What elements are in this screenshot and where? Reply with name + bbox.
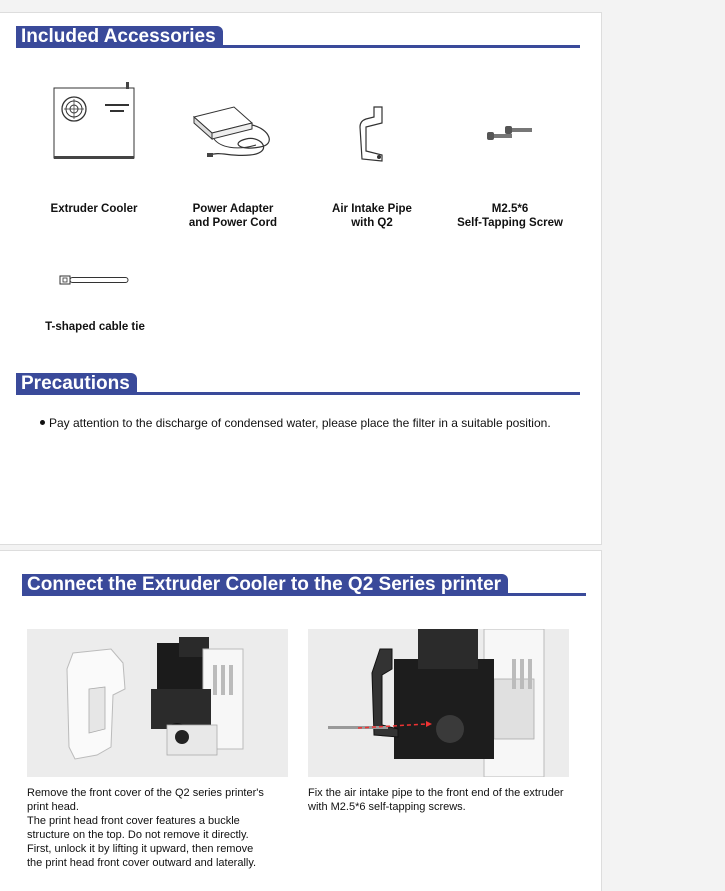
- extruder-cooler-image: [52, 80, 138, 162]
- cable-tie-image: [59, 274, 131, 286]
- air-intake-pipe-image: [352, 103, 392, 165]
- section-header-connect: [22, 574, 586, 596]
- precaution-bullet: [40, 416, 551, 430]
- step-description: Remove the front cover of the Q2 series printer's print head. The print head front cover features a buckle structure on the top. Do not remove it directly. First, unlock it by lifting it upward, then remove the print head front cover outward and laterally.: [27, 787, 264, 869]
- accessory-caption: M2.5*6 Self-Tapping Screw: [457, 203, 563, 229]
- manual-page-accessories: [0, 12, 602, 545]
- accessory-caption: Power Adapter and Power Cord: [188, 203, 278, 229]
- step-photo: [308, 629, 569, 777]
- fix-intake-pipe-photo: [308, 629, 569, 777]
- accessory-caption: Extruder Cooler: [50, 203, 138, 215]
- screw-image: [485, 123, 535, 145]
- accessory-caption: T-shaped cable tie: [45, 321, 145, 333]
- power-adapter-image: [190, 95, 280, 163]
- precaution-text: Pay attention to the discharge of condensed water, please place the filter in a suitable position.: [49, 416, 551, 430]
- section-title: Connect the Extruder Cooler to the Q2 Series printer: [22, 574, 508, 596]
- step-description: Fix the air intake pipe to the front end of the extruder with M2.5*6 self-tapping screws.: [308, 787, 564, 813]
- bullet-dot: [40, 420, 45, 425]
- manual-page-connect: [0, 550, 602, 891]
- section-title: Included Accessories: [16, 26, 223, 48]
- accessory-caption: Air Intake Pipe with Q2: [332, 203, 412, 229]
- section-header-precautions: [16, 373, 580, 395]
- step-photo: [27, 629, 288, 777]
- remove-front-cover-photo: [27, 629, 288, 777]
- section-title: Precautions: [16, 373, 137, 395]
- section-header-accessories: [16, 26, 580, 48]
